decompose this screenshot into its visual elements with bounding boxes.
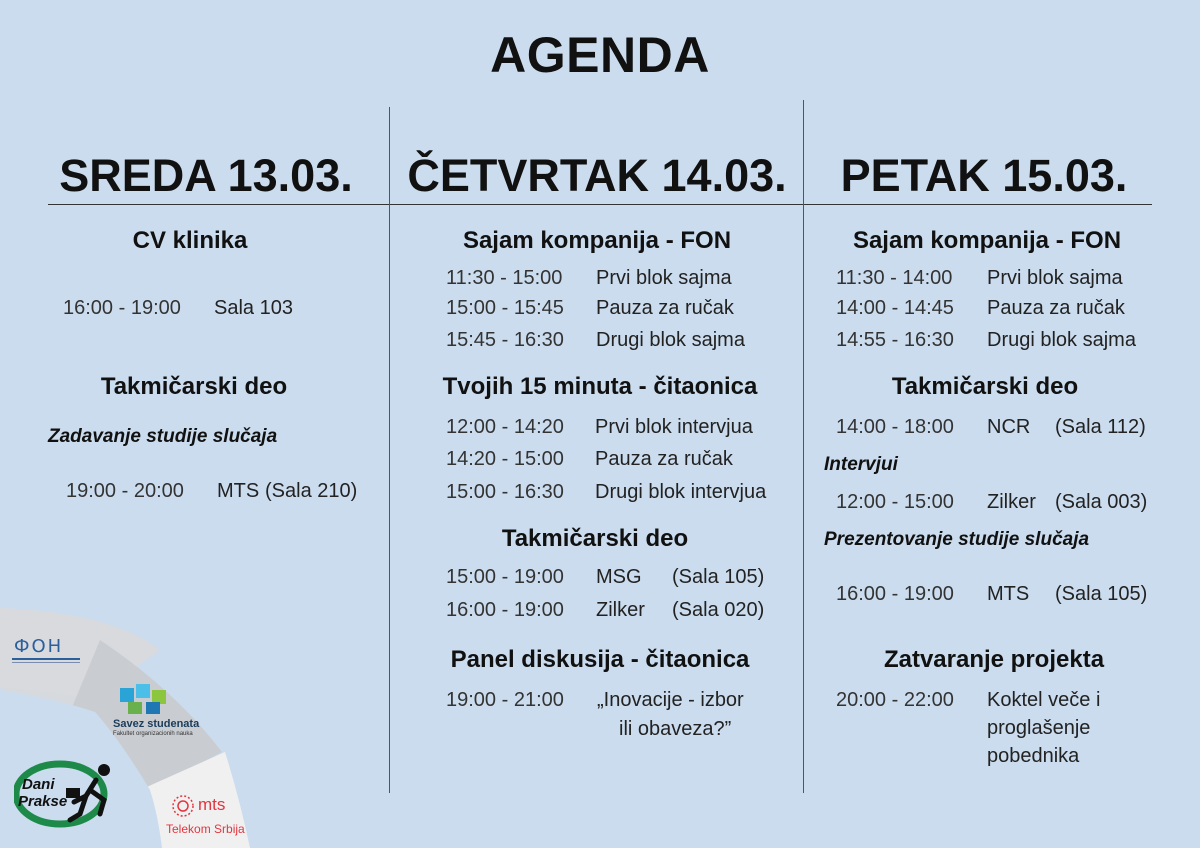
- activity-label: Drugi blok intervjua: [595, 481, 767, 503]
- savez-studenata-name: Savez studenata: [113, 718, 200, 730]
- column-divider-1: [389, 107, 390, 793]
- page-title: AGENDA: [490, 27, 710, 83]
- time-label: 15:00 - 16:30: [446, 481, 564, 503]
- day-title-friday: PETAK 15.03.: [840, 150, 1128, 201]
- time-label: 14:20 - 15:00: [446, 448, 564, 470]
- closing-line: Koktel veče i: [987, 689, 1101, 711]
- telekom-srbija-text: Telekom Srbija: [166, 822, 245, 836]
- room-label: (Sala 020): [672, 599, 765, 621]
- section-title: Takmičarski deo: [891, 373, 1079, 400]
- section-title: Takmičarski deo: [501, 525, 689, 552]
- time-label: 15:00 - 19:00: [446, 566, 564, 588]
- activity-label: Prvi blok sajma: [987, 267, 1123, 289]
- section-title: Tvojih 15 minuta - čitaonica: [442, 373, 758, 400]
- room-label: (Sala 105): [672, 566, 765, 588]
- activity-label: Pauza za ručak: [595, 448, 733, 470]
- closing-line: pobednika: [987, 745, 1080, 767]
- section-title: Sajam kompanija - FON: [462, 227, 732, 254]
- section-title: Zatvaranje projekta: [883, 646, 1105, 673]
- time-label: 19:00 - 20:00: [66, 480, 184, 502]
- column-divider-2: [803, 100, 804, 793]
- panel-topic-line: ili obaveza?”: [619, 718, 732, 740]
- company-label: Zilker: [596, 599, 645, 621]
- time-label: 14:55 - 16:30: [836, 329, 954, 351]
- room-label: (Sala 210): [265, 480, 358, 502]
- activity-label: Prvi blok intervjua: [595, 416, 753, 438]
- section-subtitle: Intervjui: [824, 454, 898, 475]
- activity-label: Drugi blok sajma: [987, 329, 1136, 351]
- time-label: 11:30 - 15:00: [446, 267, 563, 289]
- section-title: Sajam kompanija - FON: [852, 227, 1122, 254]
- time-label: 11:30 - 14:00: [836, 267, 953, 289]
- mts-icon: [170, 793, 196, 819]
- section-title: Panel diskusija - čitaonica: [450, 646, 750, 673]
- dani-prakse-line1: Dani: [22, 776, 55, 793]
- time-label: 19:00 - 21:00: [446, 689, 564, 711]
- time-label: 14:00 - 14:45: [836, 297, 954, 319]
- company-label: MTS: [217, 480, 260, 502]
- activity-label: Prvi blok sajma: [596, 267, 732, 289]
- time-label: 16:00 - 19:00: [63, 297, 181, 319]
- time-label: 12:00 - 15:00: [836, 491, 954, 513]
- time-label: 14:00 - 18:00: [836, 416, 954, 438]
- section-subtitle: Prezentovanje studije slučaja: [824, 529, 1090, 550]
- section-title: Takmičarski deo: [100, 373, 288, 400]
- fon-logo: ФОН: [14, 636, 64, 657]
- activity-label: Pauza za ručak: [596, 297, 734, 319]
- activity-label: Pauza za ručak: [987, 297, 1125, 319]
- company-label: MSG: [596, 566, 642, 588]
- room-label: (Sala 003): [1055, 491, 1148, 513]
- panel-topic-line: „Inovacije - izbor: [597, 689, 744, 711]
- room-label: (Sala 112): [1055, 416, 1146, 438]
- dani-prakse-line2: Prakse: [18, 793, 68, 810]
- room-label: Sala 103: [214, 297, 293, 319]
- activity-label: Drugi blok sajma: [596, 329, 745, 351]
- savez-studenata-caption: Fakultet organizacionih nauka: [113, 731, 193, 737]
- day-title-thursday: ČETVRTAK 14.03.: [407, 150, 787, 201]
- section-subtitle: Zadavanje studije slučaja: [48, 426, 278, 447]
- company-label: Zilker: [987, 491, 1036, 513]
- fon-logo-underline: [12, 658, 80, 660]
- time-label: 16:00 - 19:00: [836, 583, 954, 605]
- company-label: NCR: [987, 416, 1031, 438]
- time-label: 12:00 - 14:20: [446, 416, 564, 438]
- time-label: 20:00 - 22:00: [836, 689, 954, 711]
- closing-line: proglašenje: [987, 717, 1091, 739]
- day-title-wednesday: SREDA 13.03.: [59, 150, 353, 201]
- fon-logo-caption: [12, 662, 80, 663]
- time-label: 16:00 - 19:00: [446, 599, 564, 621]
- time-label: 15:45 - 16:30: [446, 329, 564, 351]
- time-label: 15:00 - 15:45: [446, 297, 564, 319]
- mts-logo-text: mts: [198, 795, 226, 814]
- section-title: CV klinika: [132, 227, 248, 254]
- company-label: MTS: [987, 583, 1030, 605]
- savez-studenata-icon: [118, 682, 174, 718]
- room-label: (Sala 105): [1055, 583, 1148, 605]
